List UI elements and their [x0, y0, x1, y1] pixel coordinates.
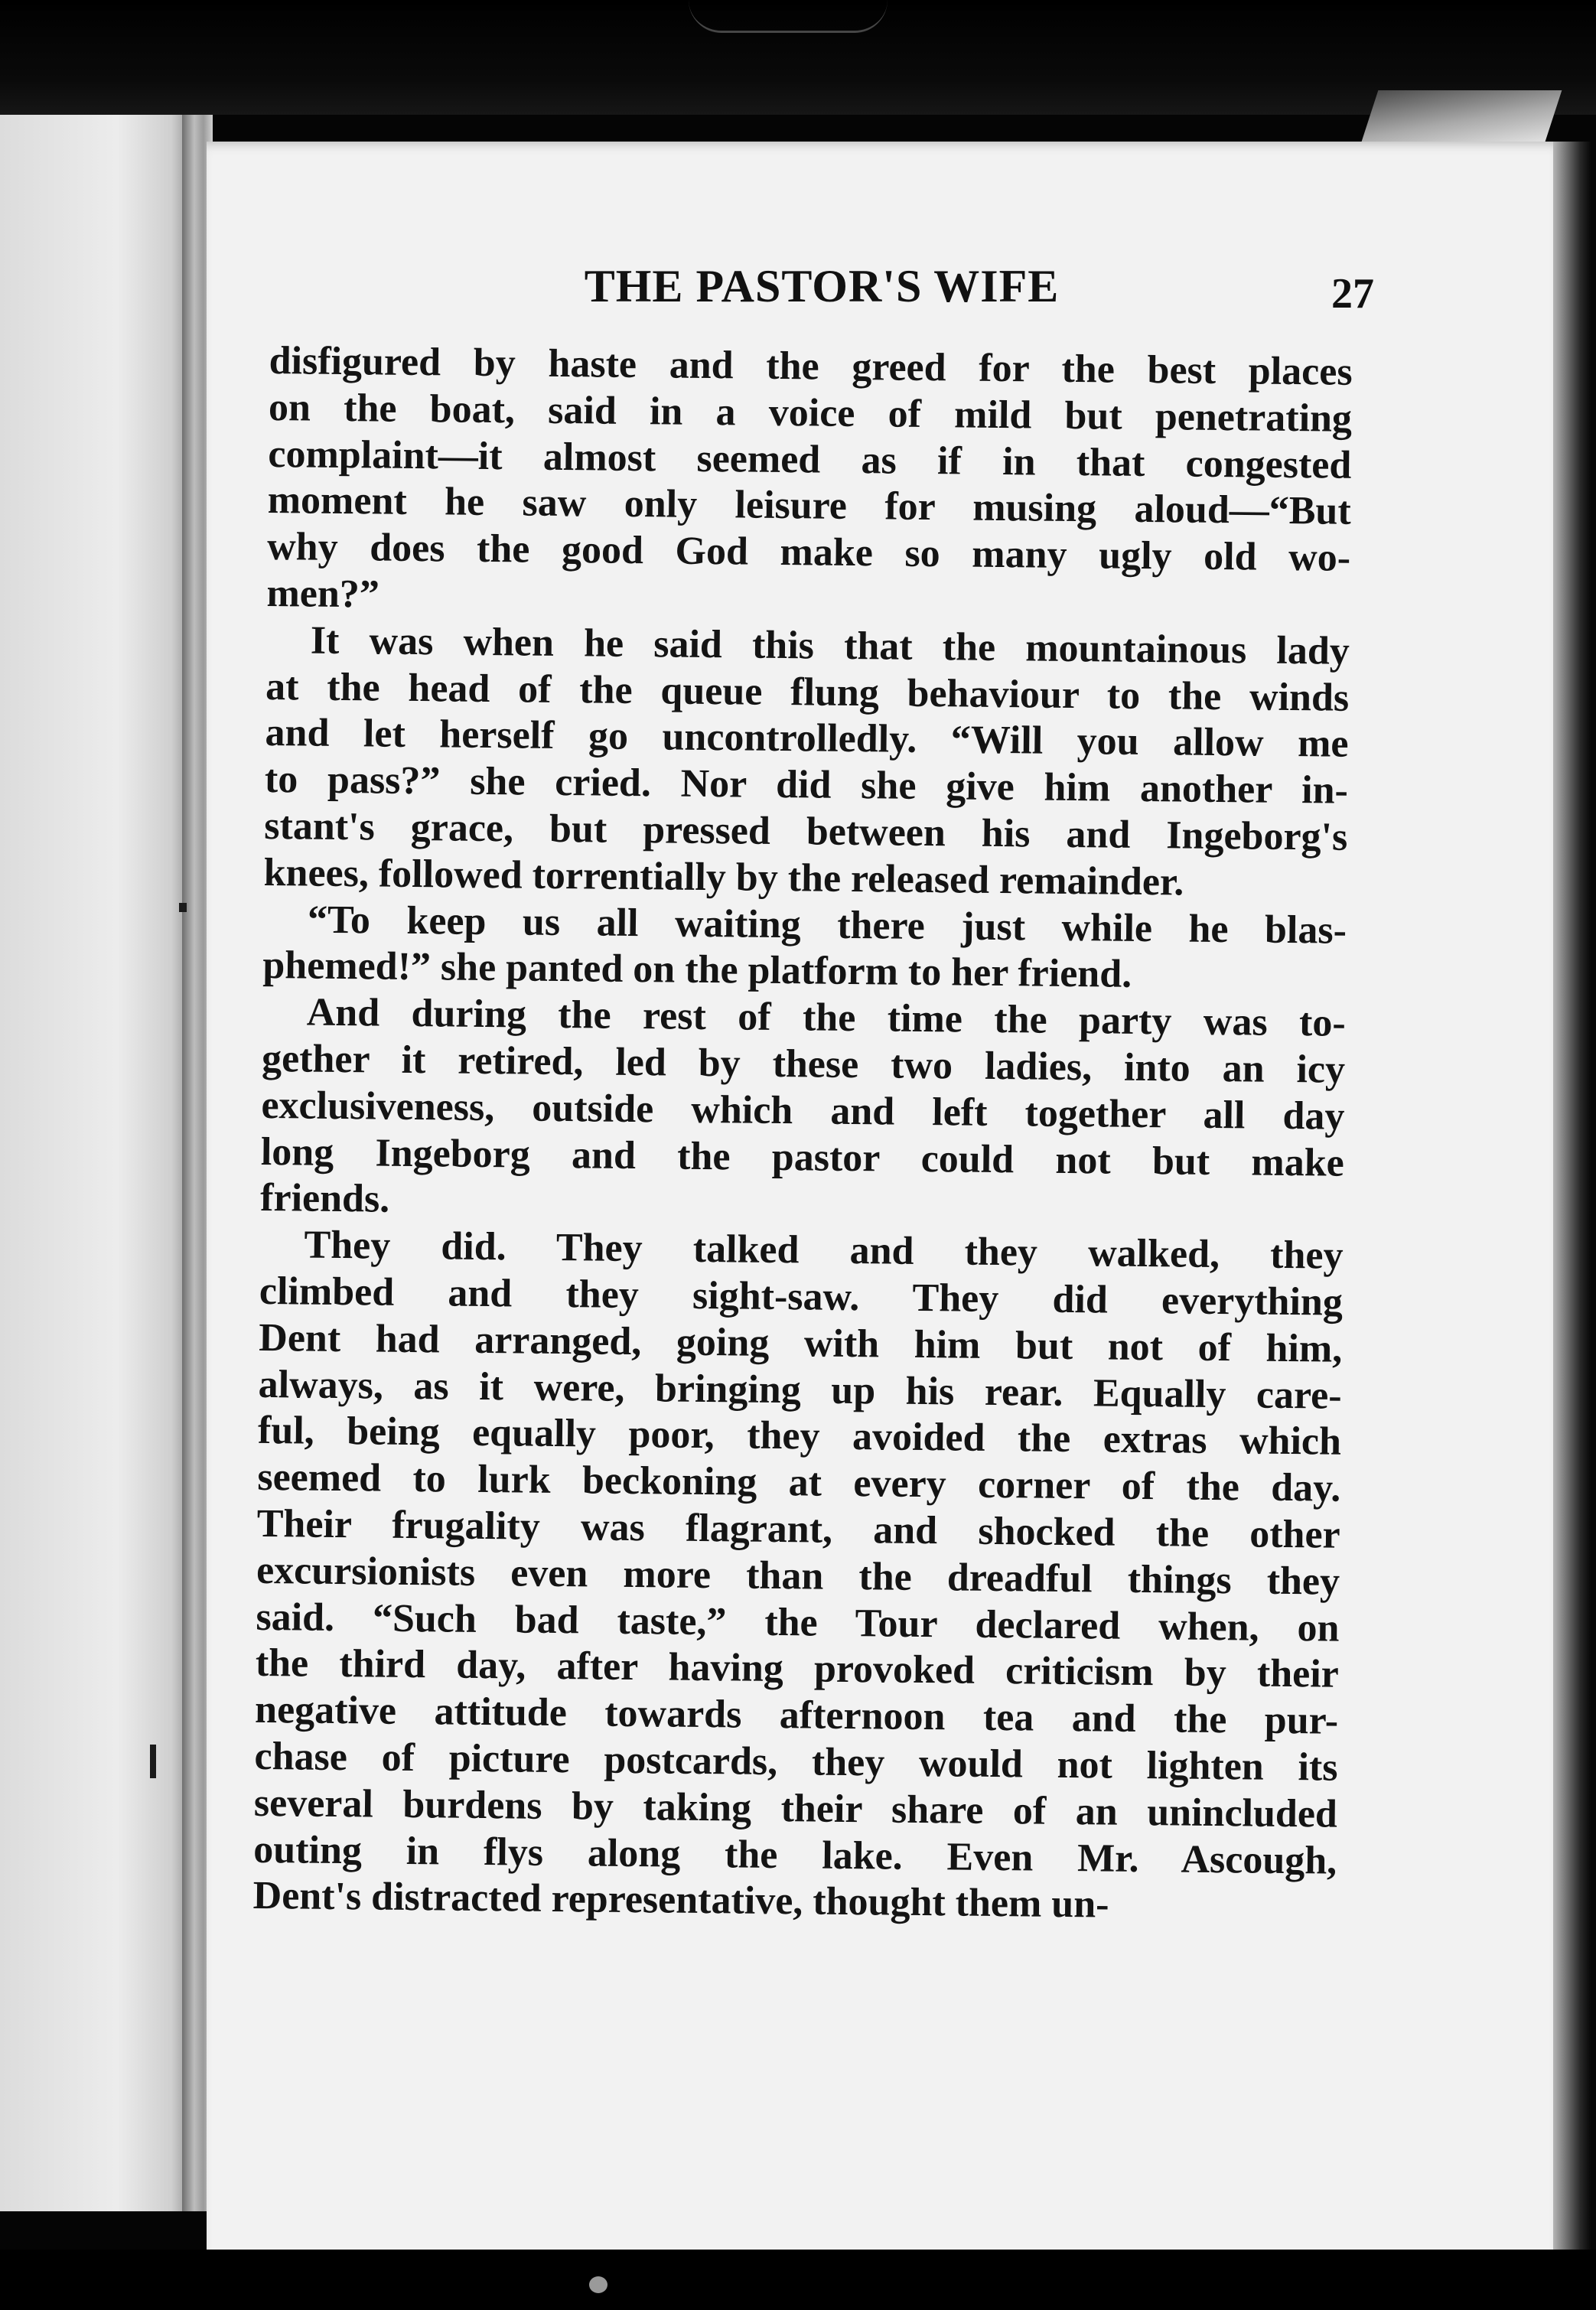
text-line: outing in flys along the lake. Even Mr. Ascough,: [253, 1827, 1337, 1883]
running-head: THE PASTOR'S WIFE: [584, 261, 1060, 311]
margin-speck: [179, 903, 187, 912]
text-line: Dent had arranged, going with him but not of him,: [259, 1315, 1343, 1371]
text-line: several burdens by taking their share of an unincluded: [253, 1781, 1338, 1836]
text-line: seemed to lurk beckoning at every corner of the day.: [257, 1455, 1341, 1510]
text-line: ful, being equally poor, they avoided the extras which: [257, 1409, 1342, 1465]
text-line: exclusiveness, outside which and left together all day: [261, 1083, 1345, 1139]
text-line: chase of picture postcards, they would not lighten its: [254, 1734, 1338, 1790]
text-line: and let herself go uncontrolledly. “Will you allow me: [265, 711, 1349, 767]
text-line: stant's grace, but pressed between his and Ingeborg's: [264, 803, 1348, 859]
text-line: complaint—it almost seemed as if in that congested: [268, 432, 1352, 487]
scan-bottom-shadow: [0, 2250, 1596, 2310]
text-line: And during the rest of the time the party was to-: [306, 990, 1346, 1045]
text-line: They did. They talked and they walked, they: [304, 1223, 1344, 1278]
scan-speck: [589, 2276, 607, 2293]
text-line: It was when he said this that the mountainous lady: [310, 618, 1350, 673]
text-line: why does the good God make so many ugly old wo-: [266, 525, 1351, 580]
text-line: friends.: [259, 1176, 390, 1222]
text-line: negative attitude towards afternoon tea and the pur-: [254, 1688, 1339, 1743]
scan-artifact: [689, 0, 888, 33]
text-line: men?”: [266, 571, 380, 617]
text-line: to pass?” she cried. Nor did she give him another in-: [264, 758, 1349, 813]
text-line: Dent's distracted representative, thought them un-: [252, 1874, 1109, 1927]
page-number: 27: [1331, 270, 1374, 318]
text-line: at the head of the queue flung behaviour to the winds: [265, 664, 1350, 720]
text-line: “To keep us all waiting there just while he blas-: [307, 898, 1347, 953]
page-corner-fold: [1361, 90, 1562, 144]
text-line: disfigured by haste and the greed for the best places: [269, 338, 1353, 394]
text-line: moment he saw only leisure for musing aloud—“But: [267, 478, 1352, 534]
page-right-edge: [1553, 142, 1591, 2280]
text-line: excursionists even more than the dreadful things they: [256, 1548, 1340, 1604]
body-text: [252, 338, 1353, 1931]
text-line: phemed!” she panted on the platform to her friend.: [262, 943, 1132, 997]
text-line: climbed and they sight-saw. They did everything: [259, 1269, 1344, 1324]
text-line: always, as it were, bringing up his rear. Equally care-: [258, 1362, 1342, 1418]
text-line: said. “Such bad taste,” the Tour declared when, on: [256, 1595, 1340, 1650]
text-line: the third day, after having provoked criticism by their: [255, 1641, 1340, 1697]
margin-speck: [150, 1745, 156, 1778]
text-line: long Ingeborg and the pastor could not but make: [260, 1129, 1345, 1185]
text-line: Their frugality was flagrant, and shocked the other: [256, 1501, 1340, 1557]
text-line: on the boat, said in a voice of mild but penetrating: [268, 385, 1353, 441]
facing-page-edge: [0, 115, 195, 2211]
text-line: gether it retired, led by these two ladies, into an icy: [261, 1036, 1346, 1092]
text-line: knees, followed torrentially by the released remainder.: [263, 850, 1184, 904]
